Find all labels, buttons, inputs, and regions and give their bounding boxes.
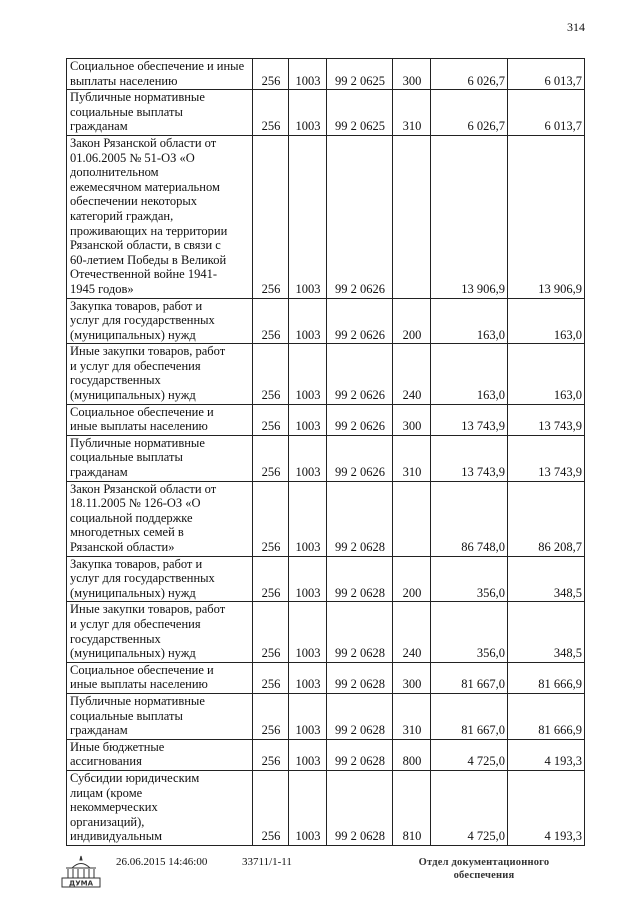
row-expense-type-cell: 300: [393, 662, 431, 693]
page-footer: [0, 848, 640, 888]
table-row: [67, 59, 585, 90]
row-expense-type-cell: 300: [393, 59, 431, 90]
row-code-cell: 256: [253, 404, 289, 435]
row-expense-type-cell: 300: [393, 404, 431, 435]
page-number: 314: [567, 20, 585, 34]
row-sum-2017-cell: 4 193,3: [508, 770, 585, 845]
row-sum-2017-cell: 86 208,7: [508, 481, 585, 556]
row-expense-type-cell: 310: [393, 90, 431, 136]
row-sum-2016-cell: 81 667,0: [431, 662, 508, 693]
row-sum-2016-cell: 163,0: [431, 344, 508, 404]
row-section-cell: 1003: [289, 435, 327, 481]
row-expense-type-cell: 200: [393, 298, 431, 344]
row-section-cell: 1003: [289, 602, 327, 662]
row-code-cell: 256: [253, 135, 289, 298]
row-expense-type-cell: 240: [393, 344, 431, 404]
row-name-cell: Закупка товаров, работ и услуг для государственных (муниципальных) нужд: [67, 556, 253, 602]
row-section-cell: 1003: [289, 556, 327, 602]
row-code-cell: 256: [253, 344, 289, 404]
row-section-cell: 1003: [289, 662, 327, 693]
row-sum-2017-cell: 4 193,3: [508, 739, 585, 770]
row-name-cell: Иные бюджетные ассигнования: [67, 739, 253, 770]
row-name-cell: Иные закупки товаров, работ и услуг для обеспечения государственных (муниципальных) нужд: [67, 602, 253, 662]
row-target-article-cell: 99 2 0625: [327, 90, 393, 136]
row-target-article-cell: 99 2 0628: [327, 662, 393, 693]
row-name-cell: Социальное обеспечение и иные выплаты населению: [67, 404, 253, 435]
row-code-cell: 256: [253, 602, 289, 662]
row-sum-2016-cell: 6 026,7: [431, 59, 508, 90]
row-sum-2017-cell: 81 666,9: [508, 693, 585, 739]
row-section-cell: 1003: [289, 404, 327, 435]
row-expense-type-cell: [393, 135, 431, 298]
table-row: [67, 602, 585, 662]
table-row: [67, 404, 585, 435]
row-name-cell: Субсидии юридическим лицам (кроме некоммерческих организаций), индивидуальным: [67, 770, 253, 845]
row-expense-type-cell: 200: [393, 556, 431, 602]
row-code-cell: 256: [253, 556, 289, 602]
row-target-article-cell: 99 2 0628: [327, 602, 393, 662]
table-row: [67, 344, 585, 404]
row-section-cell: 1003: [289, 481, 327, 556]
row-code-cell: 256: [253, 298, 289, 344]
row-section-cell: 1003: [289, 344, 327, 404]
row-target-article-cell: 99 2 0628: [327, 770, 393, 845]
table-row: [67, 739, 585, 770]
row-expense-type-cell: 240: [393, 602, 431, 662]
row-sum-2017-cell: 13 906,9: [508, 135, 585, 298]
row-code-cell: 256: [253, 59, 289, 90]
row-name-cell: Социальное обеспечение и иные выплаты населению: [67, 59, 253, 90]
row-expense-type-cell: 800: [393, 739, 431, 770]
row-sum-2016-cell: 81 667,0: [431, 693, 508, 739]
row-sum-2016-cell: 13 743,9: [431, 435, 508, 481]
table-row: [67, 693, 585, 739]
table-row: [67, 556, 585, 602]
footer-datetime: 26.06.2015 14:46:00: [116, 856, 208, 868]
row-code-cell: 256: [253, 693, 289, 739]
row-target-article-cell: 99 2 0628: [327, 693, 393, 739]
table-row: [67, 770, 585, 845]
stamp-text: ДУМА: [68, 879, 94, 888]
row-sum-2016-cell: 163,0: [431, 298, 508, 344]
row-name-cell: Закупка товаров, работ и услуг для государственных (муниципальных) нужд: [67, 298, 253, 344]
table-row: [67, 298, 585, 344]
duma-building-icon: [58, 854, 104, 890]
row-sum-2016-cell: 13 743,9: [431, 404, 508, 435]
footer-doc-number: 33711/1-11: [242, 856, 292, 868]
row-sum-2016-cell: 4 725,0: [431, 739, 508, 770]
row-sum-2017-cell: 6 013,7: [508, 90, 585, 136]
row-name-cell: Публичные нормативные социальные выплаты гражданам: [67, 693, 253, 739]
row-section-cell: 1003: [289, 770, 327, 845]
row-target-article-cell: 99 2 0626: [327, 298, 393, 344]
row-code-cell: 256: [253, 90, 289, 136]
row-sum-2017-cell: 13 743,9: [508, 404, 585, 435]
row-sum-2017-cell: 6 013,7: [508, 59, 585, 90]
row-target-article-cell: 99 2 0628: [327, 481, 393, 556]
row-sum-2017-cell: 163,0: [508, 344, 585, 404]
row-section-cell: 1003: [289, 693, 327, 739]
row-section-cell: 1003: [289, 298, 327, 344]
row-sum-2016-cell: 86 748,0: [431, 481, 508, 556]
row-sum-2016-cell: 13 906,9: [431, 135, 508, 298]
row-section-cell: 1003: [289, 90, 327, 136]
row-target-article-cell: 99 2 0626: [327, 404, 393, 435]
row-expense-type-cell: 810: [393, 770, 431, 845]
row-name-cell: Закон Рязанской области от 18.11.2005 № 126-ОЗ «О социальной поддержке многодетных семей в Рязанской области»: [67, 481, 253, 556]
row-target-article-cell: 99 2 0625: [327, 59, 393, 90]
table-row: [67, 135, 585, 298]
table-row: [67, 662, 585, 693]
row-code-cell: 256: [253, 770, 289, 845]
row-target-article-cell: 99 2 0628: [327, 739, 393, 770]
row-target-article-cell: 99 2 0626: [327, 435, 393, 481]
row-name-cell: Социальное обеспечение и иные выплаты населению: [67, 662, 253, 693]
row-sum-2016-cell: 356,0: [431, 602, 508, 662]
row-target-article-cell: 99 2 0628: [327, 556, 393, 602]
row-sum-2017-cell: 81 666,9: [508, 662, 585, 693]
row-section-cell: 1003: [289, 739, 327, 770]
row-name-cell: Иные закупки товаров, работ и услуг для обеспечения государственных (муниципальных) нужд: [67, 344, 253, 404]
row-code-cell: 256: [253, 481, 289, 556]
row-code-cell: 256: [253, 662, 289, 693]
row-code-cell: 256: [253, 435, 289, 481]
row-expense-type-cell: [393, 481, 431, 556]
row-name-cell: Публичные нормативные социальные выплаты гражданам: [67, 435, 253, 481]
row-name-cell: Публичные нормативные социальные выплаты гражданам: [67, 90, 253, 136]
row-target-article-cell: 99 2 0626: [327, 344, 393, 404]
footer-department-line2: обеспечения: [453, 870, 515, 881]
row-expense-type-cell: 310: [393, 435, 431, 481]
row-expense-type-cell: 310: [393, 693, 431, 739]
row-sum-2017-cell: 348,5: [508, 556, 585, 602]
row-sum-2016-cell: 6 026,7: [431, 90, 508, 136]
row-code-cell: 256: [253, 739, 289, 770]
row-section-cell: 1003: [289, 135, 327, 298]
table-row: [67, 90, 585, 136]
budget-table-body: [67, 59, 585, 846]
row-sum-2016-cell: 356,0: [431, 556, 508, 602]
row-sum-2017-cell: 348,5: [508, 602, 585, 662]
row-sum-2017-cell: 13 743,9: [508, 435, 585, 481]
row-target-article-cell: 99 2 0626: [327, 135, 393, 298]
footer-department: [404, 856, 564, 882]
row-name-cell: Закон Рязанской области от 01.06.2005 № 51-ОЗ «О дополнительном ежемесячном материальном обеспечении некоторых категорий граждан, проживающих на территории Рязанской области, в связи с 60-летием Победы в Великой Отечественной войне 1941- 1945 годов»: [67, 135, 253, 298]
footer-department-line1: Отдел документационного: [418, 857, 550, 868]
table-row: [67, 435, 585, 481]
row-section-cell: 1003: [289, 59, 327, 90]
table-row: [67, 481, 585, 556]
budget-table: [66, 58, 585, 846]
row-sum-2016-cell: 4 725,0: [431, 770, 508, 845]
row-sum-2017-cell: 163,0: [508, 298, 585, 344]
